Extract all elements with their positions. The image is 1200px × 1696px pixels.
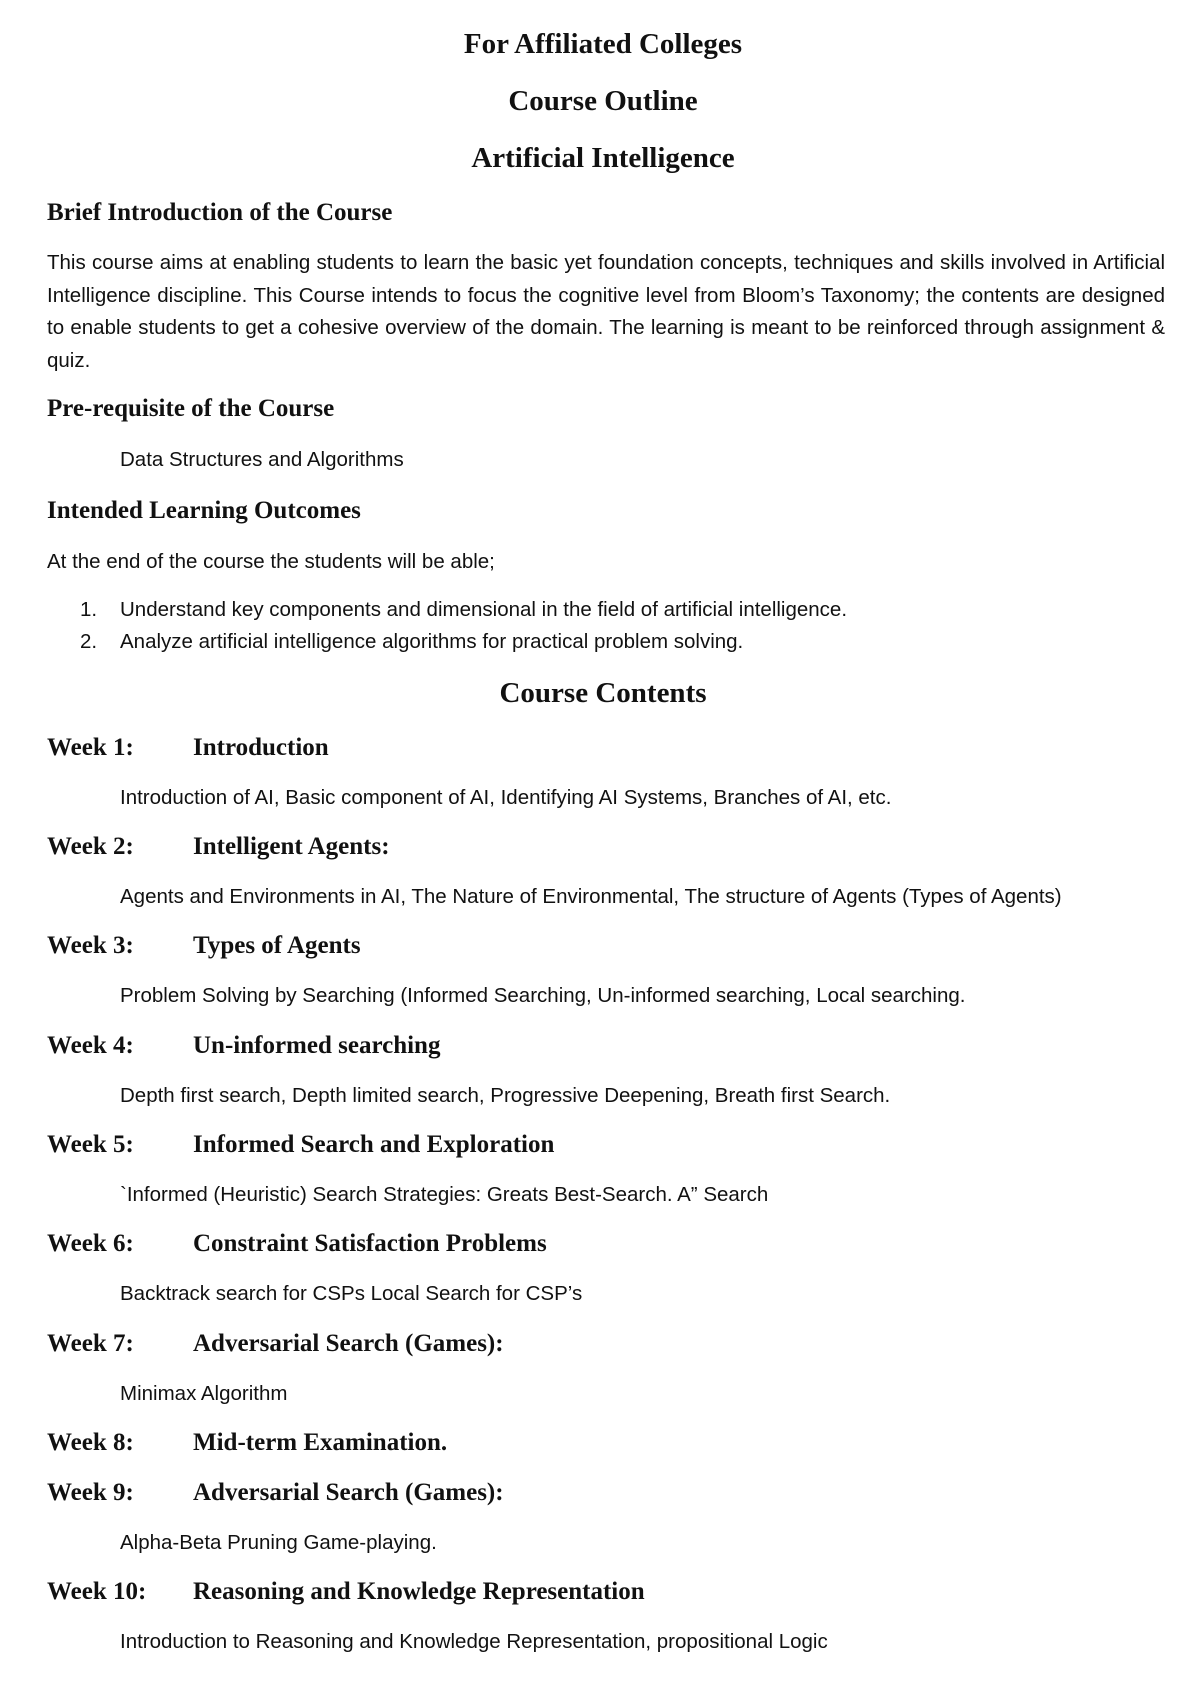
week-3-detail: Problem Solving by Searching (Informed Searching, Un-informed searching, Local searching. xyxy=(120,984,966,1007)
prereq-text: Data Structures and Algorithms xyxy=(120,448,404,471)
outcome-item xyxy=(80,598,847,622)
week-label: Week 10: xyxy=(47,1578,147,1605)
week-1-heading xyxy=(47,734,329,762)
outcomes-lead: At the end of the course the students will be able; xyxy=(47,550,495,573)
week-topic: Introduction xyxy=(193,734,329,761)
header-affiliated-colleges: For Affiliated Colleges xyxy=(463,28,743,60)
week-10-heading xyxy=(47,1578,645,1606)
week-10-detail: Introduction to Reasoning and Knowledge Representation, propositional Logic xyxy=(120,1630,828,1653)
header-course-title: Artificial Intelligence xyxy=(471,142,735,174)
week-label: Week 7: xyxy=(47,1330,134,1357)
week-6-heading xyxy=(47,1230,547,1258)
week-topic: Informed Search and Exploration xyxy=(193,1131,555,1158)
week-5-detail: `Informed (Heuristic) Search Strategies: Greats Best-Search. A” Search xyxy=(120,1183,769,1206)
outcome-text: Analyze artificial intelligence algorithms for practical problem solving. xyxy=(120,630,744,653)
week-topic: Reasoning and Knowledge Representation xyxy=(193,1578,645,1605)
week-topic: Adversarial Search (Games): xyxy=(193,1479,504,1506)
week-topic: Mid-term Examination. xyxy=(193,1429,448,1456)
week-topic: Constraint Satisfaction Problems xyxy=(193,1230,547,1257)
week-7-heading xyxy=(47,1330,504,1358)
outcome-number: 2. xyxy=(80,630,98,653)
week-6-detail: Backtrack search for CSPs Local Search for CSP’s xyxy=(120,1282,583,1305)
week-label: Week 4: xyxy=(47,1032,134,1059)
week-topic: Intelligent Agents: xyxy=(193,833,390,860)
week-topic: Types of Agents xyxy=(193,932,361,959)
week-label: Week 1: xyxy=(47,734,134,761)
week-topic: Adversarial Search (Games): xyxy=(193,1330,504,1357)
week-label: Week 9: xyxy=(47,1479,134,1506)
week-7-detail: Minimax Algorithm xyxy=(120,1382,288,1405)
week-5-heading xyxy=(47,1131,554,1159)
week-2-heading xyxy=(47,833,390,861)
week-label: Week 8: xyxy=(47,1429,134,1456)
week-topic: Un-informed searching xyxy=(193,1032,441,1059)
week-8-heading xyxy=(47,1429,447,1457)
header-course-outline: Course Outline xyxy=(508,85,698,117)
week-label: Week 3: xyxy=(47,932,134,959)
week-4-detail: Depth first search, Depth limited search, Progressive Deepening, Breath first Search. xyxy=(120,1084,891,1107)
outcome-number: 1. xyxy=(80,598,98,621)
outcome-text: Understand key components and dimensional in the field of artificial intelligence. xyxy=(120,598,848,621)
week-2-detail: Agents and Environments in AI, The Nature of Environmental, The structure of Agents (Types of Agents) xyxy=(120,885,1062,908)
outcome-item xyxy=(80,630,743,654)
week-label: Week 2: xyxy=(47,833,134,860)
intro-heading: Brief Introduction of the Course xyxy=(47,199,393,226)
week-4-heading xyxy=(47,1032,440,1060)
week-label: Week 6: xyxy=(47,1230,134,1257)
contents-heading: Course Contents xyxy=(499,677,707,709)
outcomes-heading: Intended Learning Outcomes xyxy=(47,497,361,524)
prereq-heading: Pre-requisite of the Course xyxy=(47,395,335,422)
week-label: Week 5: xyxy=(47,1131,134,1158)
week-3-heading xyxy=(47,932,361,960)
intro-paragraph: This course aims at enabling students to learn the basic yet foundation concepts, techniques and skills involved in Artificial Intelligence discipline. This Course intends to focus the cognitive level from Bloom’s Taxonomy; the contents are designed to enable students to get a cohesive overview of the domain. The learning is meant to be reinforced through assignment & quiz. xyxy=(47,251,1165,372)
week-1-detail: Introduction of AI, Basic component of AI, Identifying AI Systems, Branches of AI, etc. xyxy=(120,786,892,809)
week-9-heading xyxy=(47,1479,504,1507)
week-9-detail: Alpha-Beta Pruning Game-playing. xyxy=(120,1531,437,1554)
